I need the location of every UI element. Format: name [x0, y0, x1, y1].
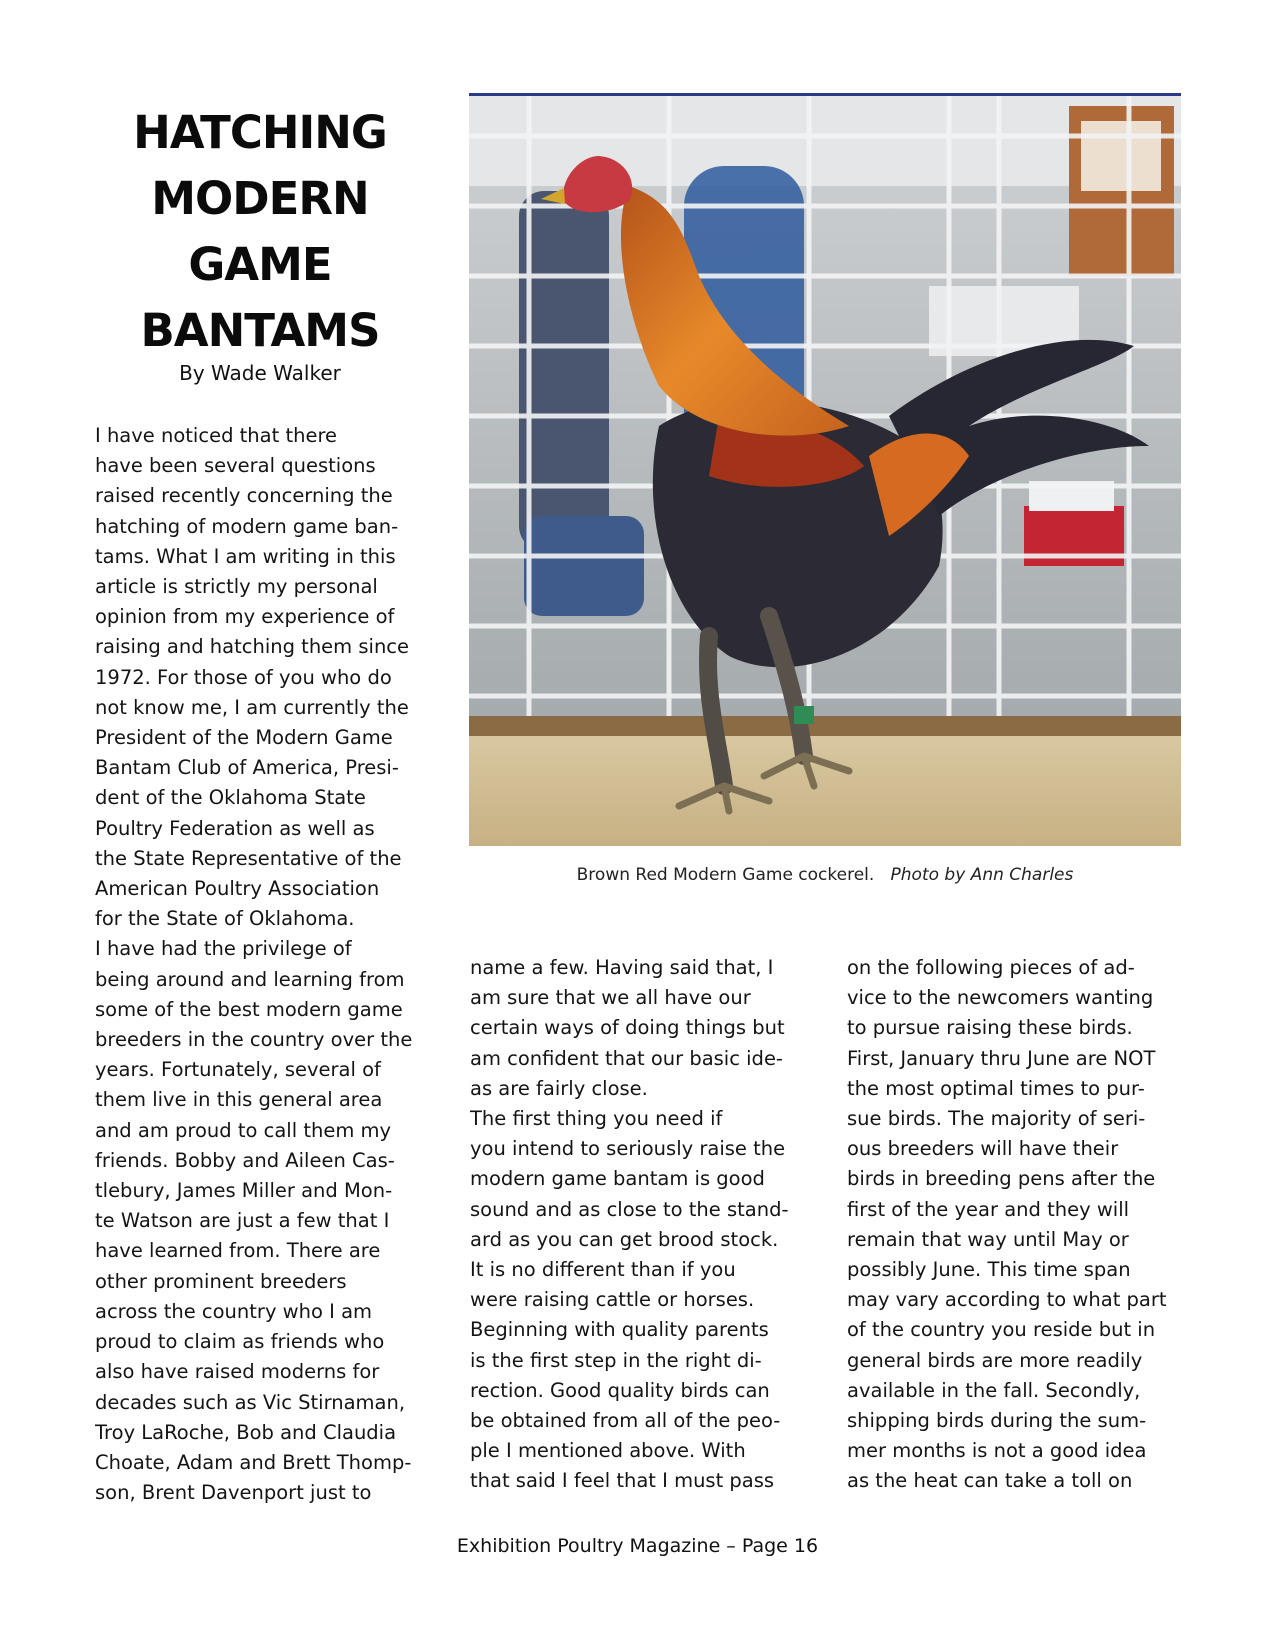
text-line: First, January thru June are NOT	[847, 1046, 1156, 1070]
text-line: also have raised moderns for	[95, 1360, 380, 1384]
text-line: The first thing you need if	[470, 1107, 723, 1131]
text-line: is the first step in the right di-	[470, 1348, 762, 1372]
text-line: dent of the Oklahoma State	[95, 786, 366, 810]
page-footer: Exhibition Poultry Magazine – Page 16	[456, 1535, 819, 1557]
text-line: for the State of Oklahoma.	[95, 907, 355, 931]
text-line: across the country who I am	[95, 1299, 373, 1323]
text-line: certain ways of doing things but	[470, 1016, 785, 1040]
title-line: GAME	[188, 238, 332, 291]
text-line: 1972. For those of you who do	[95, 665, 392, 689]
text-line: ard as you can get brood stock.	[470, 1227, 779, 1251]
text-line: proud to claim as friends who	[95, 1330, 385, 1354]
text-line: Bantam Club of America, Presi-	[95, 756, 399, 780]
text-line: opinion from my experience of	[95, 605, 395, 629]
text-line: It is no different than if you	[470, 1258, 736, 1282]
text-line: may vary according to what part	[847, 1288, 1167, 1312]
text-line: be obtained from all of the peo-	[470, 1409, 781, 1433]
text-line: Choate, Adam and Brett Thomp-	[95, 1450, 412, 1474]
text-line: that said I feel that I must pass	[470, 1469, 775, 1493]
text-line: Poultry Federation as well as	[95, 816, 375, 840]
text-line: modern game bantam is good	[470, 1167, 765, 1191]
rooster-photo	[469, 93, 1181, 846]
text-line: article is strictly my personal	[95, 575, 378, 599]
text-line: te Watson are just a few that I	[95, 1209, 390, 1233]
title-line: MODERN	[151, 172, 369, 225]
title-line: BANTAMS	[140, 304, 380, 357]
text-line: to pursue raising these birds.	[847, 1016, 1133, 1040]
text-line: tams. What I am writing in this	[95, 544, 396, 568]
text-line: breeders in the country over the	[95, 1028, 413, 1052]
text-line: raised recently concerning the	[95, 484, 393, 508]
text-line: I have had the privilege of	[95, 937, 352, 961]
text-line: possibly June. This time span	[847, 1258, 1131, 1282]
text-line: shipping birds during the sum-	[847, 1409, 1147, 1433]
text-line: vice to the newcomers wanting	[847, 986, 1154, 1010]
photo-caption	[469, 864, 1181, 886]
text-line: and am proud to call them my	[95, 1118, 392, 1142]
text-line: first of the year and they will	[847, 1197, 1130, 1221]
text-line: son, Brent Davenport just to	[95, 1481, 372, 1505]
text-line: birds in breeding pens after the	[847, 1167, 1156, 1191]
byline: By Wade Walker	[179, 361, 341, 385]
text-line: not know me, I am currently the	[95, 695, 409, 719]
text-line: years. Fortunately, several of	[95, 1058, 381, 1082]
caption-main: Brown Red Modern Game cockerel.	[576, 865, 875, 885]
text-line: President of the Modern Game	[95, 726, 393, 750]
text-line: I have noticed that there	[95, 424, 338, 447]
text-line: mer months is not a good idea	[847, 1439, 1147, 1463]
text-line: tlebury, James Miller and Mon-	[95, 1179, 393, 1203]
text-line: ple I mentioned above. With	[470, 1439, 746, 1463]
text-line: decades such as Vic Stirnaman,	[95, 1390, 406, 1414]
text-column-2	[470, 953, 810, 1497]
article-title	[90, 100, 430, 364]
text-line: raising and hatching them since	[95, 635, 410, 659]
text-line: have learned from. There are	[95, 1239, 381, 1263]
text-line: ous breeders will have their	[847, 1137, 1119, 1161]
text-line: the State Representative of the	[95, 846, 402, 870]
text-line: the most optimal times to pur-	[847, 1076, 1145, 1100]
text-line: American Poultry Association	[95, 877, 380, 901]
text-line: available in the fall. Secondly,	[847, 1378, 1141, 1402]
text-line: sound and as close to the stand-	[470, 1197, 789, 1221]
text-line: other prominent breeders	[95, 1269, 347, 1293]
text-line: sue birds. The majority of seri-	[847, 1107, 1146, 1131]
text-line: as are fairly close.	[470, 1076, 648, 1100]
text-column-3	[847, 953, 1187, 1497]
text-line: of the country you reside but in	[847, 1318, 1156, 1342]
text-line: being around and learning from	[95, 967, 405, 991]
text-line: on the following pieces of ad-	[847, 956, 1135, 979]
text-line: friends. Bobby and Aileen Cas-	[95, 1148, 395, 1172]
text-line: am sure that we all have our	[470, 986, 751, 1010]
text-line: Beginning with quality parents	[470, 1318, 769, 1342]
text-line: Troy LaRoche, Bob and Claudia	[95, 1420, 397, 1444]
text-line: you intend to seriously raise the	[470, 1137, 786, 1161]
text-line: hatching of modern game ban-	[95, 514, 399, 538]
text-line: as the heat can take a toll on	[847, 1469, 1133, 1493]
text-line: remain that way until May or	[847, 1227, 1129, 1251]
text-line: were raising cattle or horses.	[470, 1288, 755, 1312]
text-line: am confident that our basic ide-	[470, 1046, 783, 1070]
text-column-1	[95, 421, 435, 1508]
text-line: some of the best modern game	[95, 997, 403, 1021]
text-line: rection. Good quality birds can	[470, 1378, 770, 1402]
text-line: general birds are more readily	[847, 1348, 1143, 1372]
text-line: them live in this general area	[95, 1088, 383, 1112]
title-line: HATCHING	[133, 106, 387, 159]
text-line: name a few. Having said that, I	[470, 956, 774, 979]
text-line: have been several questions	[95, 454, 376, 478]
caption-credit: Photo by Ann Charles	[890, 865, 1074, 885]
